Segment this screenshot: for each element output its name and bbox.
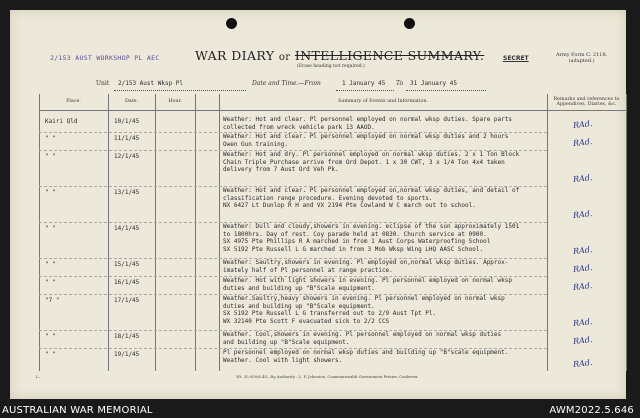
entry-summary-line: Weather. Hot with light showers in evening. Pl personnel employed on normal wksp [223,277,512,284]
entry-initials: RAd. [572,245,593,256]
title-or: or [278,52,291,63]
entry-initials: RAd. [572,317,593,328]
entry-place: " " [45,189,56,196]
entry-initials: RAd. [572,263,593,274]
title-war-diary: WAR DIARY [195,48,275,63]
date-from-underline [336,90,394,91]
column-rule [547,94,548,371]
entry-summary-line: collected from wreck vehicle park 13 AAOD. [223,123,375,131]
header-place: Place. [66,99,81,105]
diary-page [10,10,626,399]
entry-summary-line: NX 6427 Lt Dunlop R H and VX 2194 Pte Cowland W C march out to school. [223,202,476,210]
archive-reference: AWM2022.5.646 [549,405,634,416]
header-hour: Hour. [168,99,182,105]
entry-summary-line: SX 5192 Pte Russell L G marched in from 3 Mob Wksp Wing LHQ AASC School. [223,245,484,253]
erase-note: (Erase heading not required.) [297,64,365,69]
footer-left: L. [36,374,40,379]
entry-summary-line: Pl personnel employed on normal wksp duties and building up "B"scale equipment. [223,349,509,356]
header-summary: Summary of Events and Information. [338,99,428,105]
entry-date: 13/1/45 [114,189,140,196]
entry-summary-line: SX 5192 Pte Russell L G transferred out to 2/9 Aust Tpt Pl. [223,310,437,318]
entry-summary-line: imately half of Pl personnel at range practice. [223,266,393,274]
diary-table [39,94,627,371]
entry-initials: RAd. [572,209,593,220]
entry-place: " " [45,351,56,358]
entry-summary-line: SX 4975 Pte Phillips R A marched in from 1 Aust Corps Waterproofing School [223,238,491,246]
entry-date: 12/1/45 [114,153,140,160]
date-from: 1 January 45 [342,80,386,87]
entry-place: " " [45,135,56,142]
entry-summary-line: Chain Triple Purchase arrive from Ord Depot. 1 x 30 CWT, 3 x 1/4 Ton 4x4 taken [223,158,505,166]
entry-summary-line: Weather.Saultry,heavy showers in evening. Pl personnel employed on normal wksp [223,295,505,302]
unit-label: Unit [96,80,110,87]
unit-value: 2/153 Aust Wksp Pl [118,80,184,87]
date-to-underline [406,90,486,91]
entry-summary-line: Weather: Dull and cloudy,showers in evening. eclipse of the sun approximately 1501 [223,223,520,230]
entry-initials: RAd. [572,281,593,292]
entry-date: 10/1/45 [114,118,140,125]
entry-place: " " [45,279,56,286]
entry-summary-line: WX 32140 Pte Scott F evacuated sick to 2/2 CCS [223,317,390,325]
entry-place: " " [45,261,56,268]
entry-summary-line: Weather: Hot and clear. Pl personnel employed on normal wksp duties. Spare parts [223,116,512,123]
date-to: 31 January 45 [410,80,457,87]
header-date: Date. [125,99,138,105]
page-title [195,48,484,63]
entry-summary-line: classification range procedure. Evening devoted to sports. [223,194,433,202]
entry-summary-line: Weather: Hot and clear. Pl personnel employed on normal wksp duties and 2 hours [223,133,509,140]
entry-summary-line: Owen Gun training. [223,140,289,148]
entry-summary-line: Weather: Hot and dry. Pl personnel employed on normal wksp duties. 2 x 1 Ton Block [223,151,520,158]
archive-caption: AUSTRALIAN WAR MEMORIAL [2,405,153,416]
entry-date: 15/1/45 [114,261,140,268]
entry-initials: RAd. [572,173,593,184]
punch-hole [404,18,415,29]
entry-date: 16/1/45 [114,279,140,286]
title-struck: INTELLIGENCE SUMMARY. [294,48,485,63]
entry-initials: RAd. [572,119,593,130]
entry-summary-line: Weather. Cool with light showers. [223,356,343,364]
punch-hole [226,18,237,29]
entry-summary-line: Weather: Hot and clear. Pl personnel employed on,normal wksp duties, and detail of [223,187,520,194]
entry-summary-line: to 1800hrs. Day of rest. Coy parade held at 0830. Church service at 0900. [223,230,487,238]
unit-underline [114,90,246,91]
date-label: Date and Time.—From [252,80,321,87]
column-rule [626,94,627,371]
entry-summary-line: duties and building up "B"Scale equipment. [223,302,375,310]
entry-place: "7 " [45,297,60,304]
entry-initials: RAd. [572,137,593,148]
entry-summary-line: and building up "B"Scale equipment. [223,338,350,346]
entry-summary-line: Weather: Saultry,showers in evening. Pl employed on,normal wksp duties. Approx- [223,259,509,266]
entry-summary-line: Weather. Cool,showers in evening. Pl personnel employed on normal wksp duties [223,331,502,338]
date-to-label: To [396,80,404,87]
entry-place: " " [45,153,56,160]
entry-date: 14/1/45 [114,225,140,232]
entry-initials: RAd. [572,335,593,346]
entry-place: " " [45,225,56,232]
entry-place: Kairi Qld [45,118,78,125]
army-form-adapted: (adapted.) [568,58,595,64]
header-rule [39,110,627,111]
entry-date: 19/1/45 [114,351,140,358]
printer-footer: Wt. 35,000/6.40—By Authority : L. F. Johnston, Commonwealth Government Printer, Canberra. [236,374,419,379]
entry-summary-line: duties and building up "B"Scale equipment. [223,284,375,292]
entry-initials: RAd. [572,358,593,369]
entry-date: 17/1/45 [114,297,140,304]
army-form-number [556,52,607,64]
entry-place: " " [45,333,56,340]
entry-date: 11/1/45 [114,135,140,142]
classification-label: SECRET [503,55,529,62]
army-form-line: Army Form C. 2118. [556,52,608,58]
header-remarks: Remarks and references to Appendices, Diaries, &c. [553,96,620,107]
entry-date: 18/1/45 [114,333,140,340]
unit-stamp: 2/153 AUST WORKSHOP PL AEC [50,54,160,62]
entry-summary-line: delivery from 7 Aust Ord Veh Pk. [223,166,339,174]
